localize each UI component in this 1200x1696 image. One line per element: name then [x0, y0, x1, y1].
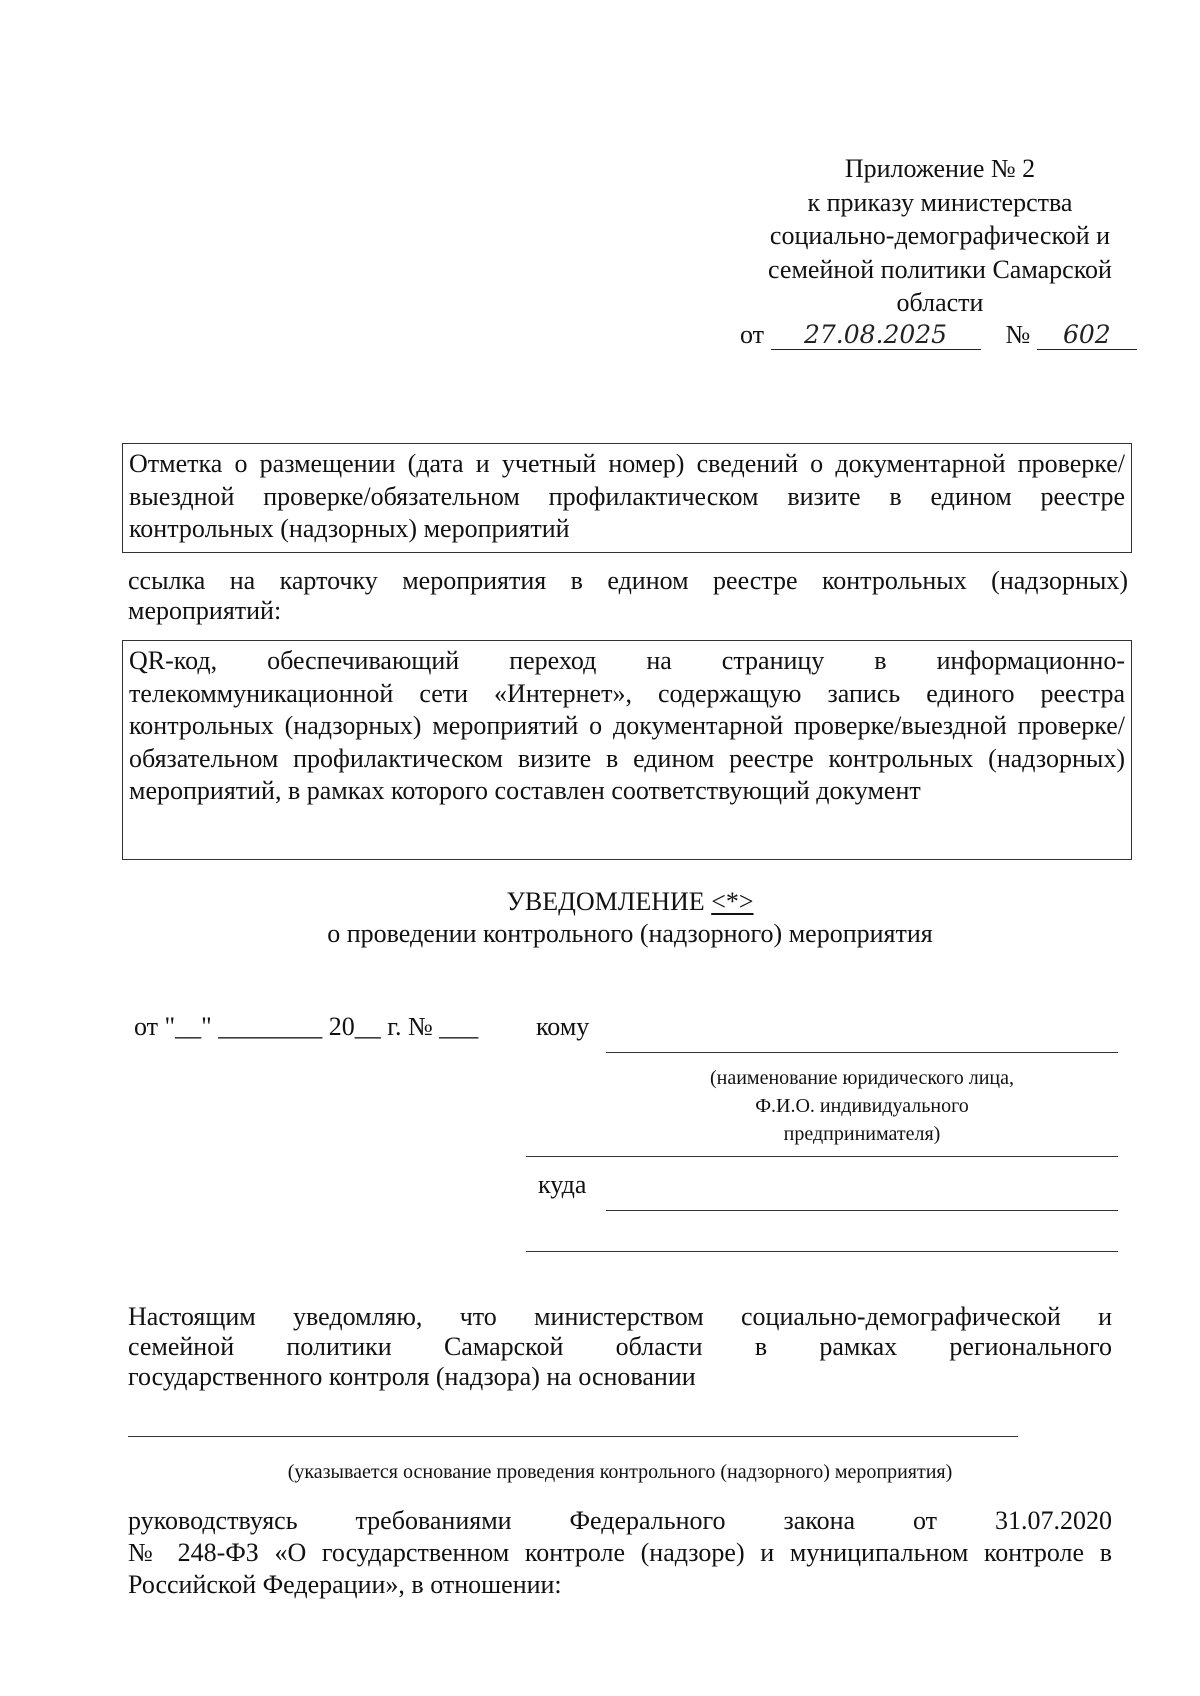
registry-mark-text: Отметка о размещении (дата и учетный номер) сведений о документарной проверке/выездной проверке/обязательном профилактическом визите в едином реестре контрольных (надзорных) мероприятий [129, 449, 1125, 543]
where-line-2 [526, 1251, 1118, 1252]
notice-paragraph-line: Настоящим уведомляю, что министерством социально-демографической и [128, 1302, 1112, 1331]
qr-code-text: QR-код, обеспечивающий переход на страницу в информационно-телекоммуникационной сети «Интернет», содержащую запись единого реестра контрольных (надзорных) мероприятий о документарной проверке/выездной проверке/обязательном профилактическом визите в едином реестре контрольных (надзорных) мероприятий, в рамках которого составлен соответствующий документ [129, 646, 1125, 805]
appendix-line: социально-демографической и [769, 221, 1111, 250]
notice-paragraph [128, 1302, 1112, 1392]
order-number-field [1037, 321, 1137, 350]
basis-hint: (указывается основание проведения контрольного (надзорного) мероприятия) [287, 1461, 953, 1483]
recipient-line-2 [526, 1156, 1118, 1157]
basis-line [128, 1436, 1018, 1437]
law-paragraph-line: руководствуясь требованиями Федерального закона от 31.07.2020 [128, 1506, 1112, 1535]
recipient-line [606, 1052, 1118, 1053]
appendix-line: области [896, 288, 984, 317]
order-date-handwritten: 27.08.2025 [803, 320, 948, 349]
notice-paragraph-line: государственного контроля (надзора) на основании [128, 1362, 696, 1391]
where-label: куда [538, 1170, 587, 1199]
notice-title-main: УВЕДОМЛЕНИЕ [506, 887, 705, 916]
notice-paragraph-line: семейной политики Самарской области в рамках регионального [128, 1332, 1112, 1361]
order-date-prefix: от [740, 320, 765, 349]
appendix-header [720, 152, 1160, 320]
recipient-hint-line: Ф.И.О. индивидуального [755, 1095, 969, 1117]
appendix-line: к приказу министерства [807, 187, 1073, 217]
recipient-hint-line: (наименование юридического лица, [709, 1067, 1015, 1089]
notice-title [0, 886, 1200, 918]
recipient-hint-line: предпринимателя) [783, 1123, 941, 1145]
law-paragraph-line: Российской Федерации», в отношении: [128, 1570, 562, 1599]
notice-date-number-line: от "__" ________ 20__ г. № ___ [134, 1012, 479, 1041]
recipient-hint [606, 1064, 1118, 1148]
qr-code-box [122, 640, 1132, 860]
notice-subtitle: о проведении контрольного (надзорного) мероприятия [327, 919, 933, 948]
card-link-text: ссылка на карточку мероприятия в едином реестре контрольных (надзорных) мероприятий: [128, 566, 1128, 625]
order-number-prefix: № [1005, 320, 1031, 349]
law-paragraph [128, 1505, 1112, 1601]
order-date-field [771, 321, 981, 350]
appendix-line: Приложение № 2 [844, 154, 1036, 183]
to-label: кому [536, 1012, 590, 1041]
law-paragraph-line: № 248-ФЗ «О государственном контроле (надзоре) и муниципальном контроле в [128, 1538, 1112, 1567]
order-number-handwritten: 602 [1062, 320, 1111, 349]
order-date-number [740, 320, 1137, 350]
footnote-link[interactable]: <*> [711, 887, 754, 916]
appendix-line: семейной политики Самарской [768, 254, 1112, 284]
where-line [606, 1210, 1118, 1211]
registry-mark-box [122, 443, 1132, 553]
